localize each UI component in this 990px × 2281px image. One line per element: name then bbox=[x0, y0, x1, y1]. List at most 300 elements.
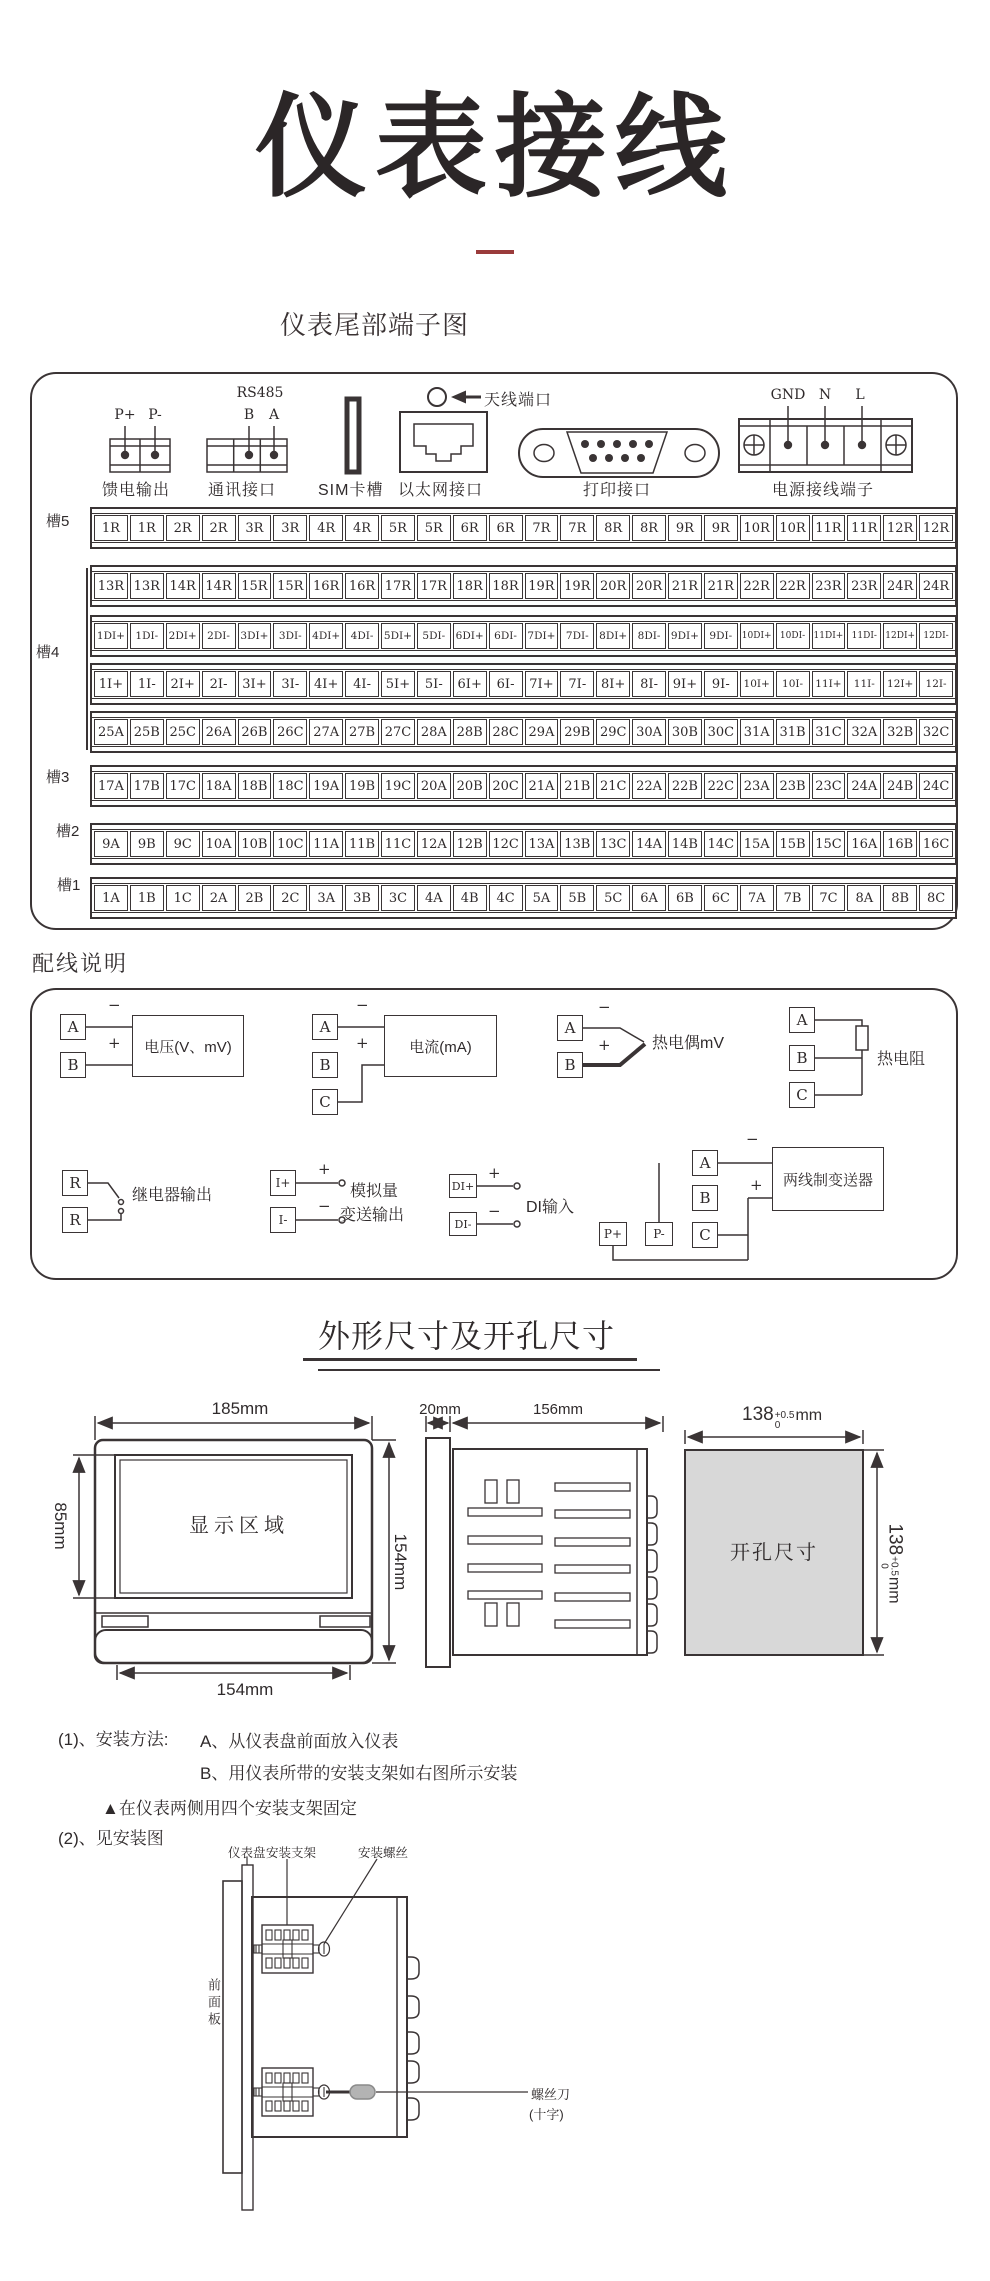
terminal-cell: 12I- bbox=[919, 671, 953, 697]
terminal-cell: 29B bbox=[560, 719, 594, 745]
terminal-cell: 9R bbox=[704, 515, 738, 541]
front-bottom-dim: 154mm bbox=[216, 1680, 274, 1699]
tc-neg-sign: − bbox=[598, 998, 611, 1016]
side-bezel-dim: 20mm bbox=[419, 1401, 461, 1418]
terminal-cell: 5R bbox=[381, 515, 415, 541]
terminal-cell: 19R bbox=[560, 573, 594, 599]
analog-pos-sign: + bbox=[318, 1160, 331, 1178]
comm-pin-b: B bbox=[243, 407, 255, 423]
terminal-cell: 8R bbox=[596, 515, 630, 541]
terminal-cell: 3I- bbox=[273, 671, 307, 697]
terminal-row bbox=[90, 507, 957, 549]
terminal-cell: 24C bbox=[919, 773, 953, 799]
terminal-section-title: 仪表尾部端子图 bbox=[280, 310, 470, 340]
terminal-cell: 20A bbox=[417, 773, 451, 799]
terminal-diagram-box bbox=[30, 372, 958, 930]
terminal-cell: 7I- bbox=[560, 671, 594, 697]
analog-terminal-iplus: I+ bbox=[270, 1170, 296, 1196]
terminal-cell: 29C bbox=[596, 719, 630, 745]
row-cells bbox=[92, 622, 955, 650]
terminal-cell: 23B bbox=[776, 773, 810, 799]
row-strip bbox=[92, 600, 955, 605]
tx-terminal-a: A bbox=[692, 1150, 718, 1176]
display-area-label: 显示区域 bbox=[189, 1515, 289, 1537]
terminal-cell: 1C bbox=[166, 885, 200, 911]
terminal-cell: 7C bbox=[812, 885, 846, 911]
terminal-cell: 10DI+ bbox=[740, 623, 774, 649]
terminal-cell: 9I+ bbox=[668, 671, 702, 697]
row-cells bbox=[92, 884, 955, 912]
terminal-cell: 19A bbox=[309, 773, 343, 799]
terminal-cell: 7A bbox=[740, 885, 774, 911]
relay-output-label: 继电器输出 bbox=[132, 1187, 213, 1204]
analog-label-1: 模拟量 bbox=[350, 1183, 399, 1200]
terminal-cell: 11I- bbox=[847, 671, 881, 697]
terminal-cell: 14R bbox=[166, 573, 200, 599]
terminal-cell: 18B bbox=[238, 773, 272, 799]
row-cells bbox=[92, 830, 955, 858]
analog-label-2: 变送输出 bbox=[340, 1207, 405, 1224]
terminal-cell: 6I- bbox=[489, 671, 523, 697]
current-input-box: 电流(mA) bbox=[384, 1015, 497, 1077]
terminal-cell: 32C bbox=[919, 719, 953, 745]
terminal-cell: 2I+ bbox=[166, 671, 200, 697]
terminal-cell: 27A bbox=[309, 719, 343, 745]
row-cells bbox=[92, 772, 955, 800]
terminal-cell: 31B bbox=[776, 719, 810, 745]
terminal-cell: 8B bbox=[883, 885, 917, 911]
terminal-cell: 15A bbox=[740, 831, 774, 857]
cutout-height-value: 138 bbox=[884, 1523, 906, 1556]
cutout-width-value: 138 bbox=[742, 1404, 774, 1425]
terminal-cell: 7I+ bbox=[525, 671, 559, 697]
rtd-terminal-a: A bbox=[789, 1007, 815, 1033]
terminal-cell: 11B bbox=[345, 831, 379, 857]
terminal-row bbox=[90, 711, 957, 753]
slot5-label: 槽5 bbox=[46, 513, 70, 530]
terminal-cell: 11DI+ bbox=[812, 623, 846, 649]
terminal-cell: 10I+ bbox=[740, 671, 774, 697]
terminal-cell: 20C bbox=[489, 773, 523, 799]
row-strip bbox=[92, 746, 955, 751]
feed-output-terminal-icon bbox=[110, 426, 170, 472]
terminal-cell: 30A bbox=[632, 719, 666, 745]
current-neg-sign: − bbox=[356, 996, 369, 1014]
rtd-label: 热电阻 bbox=[877, 1051, 926, 1068]
row-strip bbox=[92, 698, 955, 703]
ethernet-label: 以太网接口 bbox=[398, 482, 484, 499]
terminal-cell: 10R bbox=[776, 515, 810, 541]
power-pin-l: L bbox=[855, 387, 865, 403]
terminal-cell: 5C bbox=[596, 885, 630, 911]
terminal-cell: 9C bbox=[166, 831, 200, 857]
terminal-cell: 32B bbox=[883, 719, 917, 745]
terminal-row bbox=[90, 877, 957, 919]
install-see-figure: (2)、见安装图 bbox=[58, 1829, 164, 1848]
terminal-cell: 1I- bbox=[130, 671, 164, 697]
terminal-cell: 1DI- bbox=[130, 623, 164, 649]
voltage-input-box: 电压(V、mV) bbox=[132, 1015, 244, 1077]
row-cells bbox=[92, 670, 955, 698]
terminal-cell: 3R bbox=[273, 515, 307, 541]
wiring-section-title: 配线说明 bbox=[32, 951, 129, 976]
terminal-cell: 11C bbox=[381, 831, 415, 857]
front-width-dim: 185mm bbox=[211, 1399, 269, 1418]
terminal-cell: 3A bbox=[309, 885, 343, 911]
terminal-cell: 1A bbox=[94, 885, 128, 911]
tc-terminal-a: A bbox=[557, 1015, 583, 1041]
tx-pos-sign: + bbox=[750, 1176, 763, 1194]
terminal-cell: 13R bbox=[94, 573, 128, 599]
terminal-cell: 13A bbox=[525, 831, 559, 857]
terminal-cell: 17C bbox=[166, 773, 200, 799]
dimension-title-underline-1 bbox=[303, 1358, 637, 1361]
terminal-cell: 16C bbox=[919, 831, 953, 857]
terminal-cell: 12I+ bbox=[883, 671, 917, 697]
install-step-b: B、用仪表所带的安装支架如右图所示安装 bbox=[200, 1764, 518, 1783]
power-pin-n: N bbox=[818, 387, 832, 403]
terminal-cell: 30B bbox=[668, 719, 702, 745]
cutout-width-dim: 138 +0.5 0 mm bbox=[742, 1404, 823, 1431]
terminal-cell: 3R bbox=[238, 515, 272, 541]
bracket-label: 安装支架 bbox=[266, 1846, 317, 1860]
terminal-cell: 21C bbox=[596, 773, 630, 799]
terminal-cell: 9B bbox=[130, 831, 164, 857]
terminal-row bbox=[90, 823, 957, 865]
terminal-cell: 8R bbox=[632, 515, 666, 541]
terminal-cell: 28C bbox=[489, 719, 523, 745]
terminal-cell: 17B bbox=[130, 773, 164, 799]
current-terminal-a: A bbox=[312, 1014, 338, 1040]
cutout-area-label: 开孔尺寸 bbox=[730, 1542, 818, 1564]
front-height-dim: 154mm bbox=[391, 1533, 410, 1591]
terminal-cell: 6R bbox=[453, 515, 487, 541]
terminal-cell: 5I- bbox=[417, 671, 451, 697]
terminal-cell: 4DI- bbox=[345, 623, 379, 649]
page-title: 仪表接线 bbox=[255, 85, 735, 210]
terminal-cell: 10B bbox=[238, 831, 272, 857]
ethernet-jack-icon bbox=[400, 412, 487, 472]
terminal-cell: 20B bbox=[453, 773, 487, 799]
front-panel-rect bbox=[223, 1881, 242, 2173]
terminal-cell: 3B bbox=[345, 885, 379, 911]
dimension-title-underline-2 bbox=[318, 1369, 660, 1371]
terminal-cell: 15B bbox=[776, 831, 810, 857]
terminal-cell: 12R bbox=[883, 515, 917, 541]
terminal-cell: 6R bbox=[489, 515, 523, 541]
screwdriver-label: 螺丝刀 bbox=[531, 2087, 571, 2102]
terminal-cell: 23R bbox=[847, 573, 881, 599]
terminal-row bbox=[90, 615, 957, 657]
terminal-cell: 2I- bbox=[202, 671, 236, 697]
terminal-cell: 7R bbox=[560, 515, 594, 541]
terminal-cell: 26B bbox=[238, 719, 272, 745]
front-view-drawing bbox=[73, 1416, 396, 1680]
terminal-cell: 3I+ bbox=[238, 671, 272, 697]
terminal-cell: 6C bbox=[704, 885, 738, 911]
terminal-cell: 10C bbox=[273, 831, 307, 857]
terminal-cell: 16A bbox=[847, 831, 881, 857]
slot2-label: 槽2 bbox=[56, 823, 80, 840]
terminal-cell: 12C bbox=[489, 831, 523, 857]
tc-pos-sign: + bbox=[598, 1036, 611, 1054]
terminal-cell: 9I- bbox=[704, 671, 738, 697]
install-note: ▲在仪表两侧用四个安装支架固定 bbox=[102, 1799, 357, 1818]
terminal-cell: 19C bbox=[381, 773, 415, 799]
display-height-dim: 85mm bbox=[51, 1502, 70, 1550]
terminal-cell: 13R bbox=[130, 573, 164, 599]
row-cells bbox=[92, 718, 955, 746]
terminal-cell: 10R bbox=[740, 515, 774, 541]
current-terminal-b: B bbox=[312, 1052, 338, 1078]
terminal-cell: 2DI- bbox=[202, 623, 236, 649]
rtd-terminal-c: C bbox=[789, 1082, 815, 1108]
terminal-cell: 12R bbox=[919, 515, 953, 541]
voltage-terminal-a: A bbox=[60, 1014, 86, 1040]
terminal-row bbox=[90, 565, 957, 607]
dimension-section-title: 外形尺寸及开孔尺寸 bbox=[318, 1318, 616, 1354]
terminal-cell: 20R bbox=[596, 573, 630, 599]
terminal-cell: 18R bbox=[453, 573, 487, 599]
terminal-cell: 4I- bbox=[345, 671, 379, 697]
feed-output-label: 馈电输出 bbox=[102, 482, 171, 499]
transmitter-box: 两线制变送器 bbox=[772, 1147, 884, 1211]
terminal-cell: 23C bbox=[812, 773, 846, 799]
terminal-cell: 20R bbox=[632, 573, 666, 599]
relay-terminal-r1: R bbox=[62, 1170, 88, 1196]
power-pin-gnd: GND bbox=[770, 387, 806, 403]
terminal-cell: 23R bbox=[812, 573, 846, 599]
row-strip bbox=[92, 650, 955, 655]
terminal-cell: 21R bbox=[704, 573, 738, 599]
terminal-cell: 8A bbox=[847, 885, 881, 911]
di-input-label: DI输入 bbox=[526, 1199, 575, 1216]
terminal-cell: 6I+ bbox=[453, 671, 487, 697]
terminal-cell: 7DI- bbox=[560, 623, 594, 649]
terminal-cell: 28A bbox=[417, 719, 451, 745]
tx-terminal-b: B bbox=[692, 1185, 718, 1211]
terminal-cell: 8I+ bbox=[596, 671, 630, 697]
terminal-cell: 27B bbox=[345, 719, 379, 745]
row-cells bbox=[92, 514, 955, 542]
terminal-cell: 7DI+ bbox=[525, 623, 559, 649]
terminal-cell: 1B bbox=[130, 885, 164, 911]
terminal-cell: 17R bbox=[417, 573, 451, 599]
terminal-cell: 10A bbox=[202, 831, 236, 857]
terminal-cell: 3DI+ bbox=[238, 623, 272, 649]
cutout-height-tolerance: +0.5 0 bbox=[878, 1556, 900, 1576]
screw-label: 安装螺丝 bbox=[358, 1846, 409, 1860]
di-terminal-minus: DI- bbox=[449, 1212, 477, 1236]
terminal-cell: 8DI+ bbox=[596, 623, 630, 649]
printer-port-label: 打印接口 bbox=[583, 482, 652, 499]
power-terminal-label: 电源接线端子 bbox=[772, 482, 875, 499]
terminal-cell: 18A bbox=[202, 773, 236, 799]
terminal-row bbox=[90, 663, 957, 705]
terminal-cell: 5DI- bbox=[417, 623, 451, 649]
terminal-cell: 7R bbox=[525, 515, 559, 541]
terminal-cell: 18R bbox=[489, 573, 523, 599]
terminal-cell: 4B bbox=[453, 885, 487, 911]
row-strip bbox=[92, 542, 955, 547]
feed-pin-minus: P- bbox=[148, 407, 162, 423]
terminal-cell: 15R bbox=[238, 573, 272, 599]
terminal-cell: 3DI- bbox=[273, 623, 307, 649]
terminal-cell: 12A bbox=[417, 831, 451, 857]
terminal-cell: 22R bbox=[740, 573, 774, 599]
terminal-cell: 30C bbox=[704, 719, 738, 745]
feed-pin-plus: P+ bbox=[114, 407, 136, 423]
mounting-bracket-top-icon bbox=[254, 1925, 330, 1973]
terminal-cell: 2DI+ bbox=[166, 623, 200, 649]
printer-port-icon bbox=[519, 429, 719, 477]
relay-terminal-r2: R bbox=[62, 1207, 88, 1233]
tx-terminal-c: C bbox=[692, 1222, 718, 1248]
analog-neg-sign: − bbox=[318, 1197, 331, 1215]
terminal-cell: 11DI- bbox=[847, 623, 881, 649]
cutout-width-tolerance: +0.5 0 bbox=[774, 1410, 795, 1431]
terminal-cell: 31A bbox=[740, 719, 774, 745]
terminal-cell: 11R bbox=[847, 515, 881, 541]
terminal-cell: 8DI- bbox=[632, 623, 666, 649]
terminal-cell: 11R bbox=[812, 515, 846, 541]
thermocouple-wiring-lines bbox=[583, 1028, 645, 1065]
screwdriver-icon bbox=[326, 2085, 375, 2099]
leader-lines bbox=[247, 1857, 528, 2092]
voltage-neg-sign: − bbox=[108, 996, 121, 1014]
row-strip bbox=[92, 912, 955, 917]
terminal-cell: 21A bbox=[525, 773, 559, 799]
title-divider bbox=[476, 250, 514, 254]
panel-label: 仪表盘 bbox=[228, 1846, 266, 1860]
terminal-cell: 2R bbox=[202, 515, 236, 541]
terminal-cell: 9R bbox=[668, 515, 702, 541]
terminal-cell: 25C bbox=[166, 719, 200, 745]
terminal-cell: 6DI+ bbox=[453, 623, 487, 649]
terminal-cell: 13C bbox=[596, 831, 630, 857]
di-neg-sign: − bbox=[488, 1202, 501, 1220]
terminal-cell: 14C bbox=[704, 831, 738, 857]
voltage-terminal-b: B bbox=[60, 1052, 86, 1078]
install-method-label: (1)、安装方法: bbox=[58, 1730, 169, 1749]
row-strip bbox=[92, 858, 955, 863]
terminal-cell: 2C bbox=[273, 885, 307, 911]
terminal-cell: 11I+ bbox=[812, 671, 846, 697]
terminal-cell: 4R bbox=[345, 515, 379, 541]
screwdriver-type-label: (十字) bbox=[529, 2107, 564, 2122]
terminal-cell: 16R bbox=[345, 573, 379, 599]
terminal-row bbox=[90, 765, 957, 807]
terminal-cell: 10I- bbox=[776, 671, 810, 697]
terminal-cell: 6DI- bbox=[489, 623, 523, 649]
terminal-cell: 23A bbox=[740, 773, 774, 799]
terminal-cell: 8I- bbox=[632, 671, 666, 697]
terminal-cell: 29A bbox=[525, 719, 559, 745]
terminal-cell: 5DI+ bbox=[381, 623, 415, 649]
tx-terminal-pplus: P+ bbox=[599, 1222, 627, 1246]
terminal-cell: 4DI+ bbox=[309, 623, 343, 649]
terminal-cell: 22B bbox=[668, 773, 702, 799]
terminal-cell: 10DI- bbox=[776, 623, 810, 649]
terminal-cell: 8C bbox=[919, 885, 953, 911]
terminal-cell: 21R bbox=[668, 573, 702, 599]
terminal-cell: 1DI+ bbox=[94, 623, 128, 649]
terminal-cell: 27C bbox=[381, 719, 415, 745]
slot4-bracket bbox=[86, 568, 88, 750]
tc-terminal-b: B bbox=[557, 1052, 583, 1078]
terminal-cell: 19R bbox=[525, 573, 559, 599]
terminal-cell: 4I+ bbox=[309, 671, 343, 697]
terminal-cell: 2A bbox=[202, 885, 236, 911]
install-diagram-graphic bbox=[180, 1845, 620, 2245]
comm-pin-a: A bbox=[268, 407, 280, 423]
terminal-cell: 6B bbox=[668, 885, 702, 911]
terminal-cell: 16B bbox=[883, 831, 917, 857]
di-pos-sign: + bbox=[488, 1164, 501, 1182]
antenna-port-label: 天线端口 bbox=[484, 392, 553, 409]
terminal-cell: 24R bbox=[919, 573, 953, 599]
terminal-cell: 25A bbox=[94, 719, 128, 745]
terminal-cell: 12B bbox=[453, 831, 487, 857]
current-pos-sign: + bbox=[356, 1034, 369, 1052]
comm-port-label: 通讯接口 bbox=[208, 482, 277, 499]
terminal-cell: 25B bbox=[130, 719, 164, 745]
mounting-bracket-bottom-icon bbox=[254, 2068, 330, 2116]
side-depth-dim: 156mm bbox=[532, 1401, 584, 1418]
terminal-cell: 14A bbox=[632, 831, 666, 857]
terminal-cell: 14R bbox=[202, 573, 236, 599]
front-panel-label: 前面板 bbox=[206, 1978, 221, 2029]
terminal-cell: 14B bbox=[668, 831, 702, 857]
terminal-cell: 15C bbox=[812, 831, 846, 857]
terminal-cell: 32A bbox=[847, 719, 881, 745]
terminal-cell: 4R bbox=[309, 515, 343, 541]
terminal-cell: 5A bbox=[525, 885, 559, 911]
terminal-cell: 3C bbox=[381, 885, 415, 911]
terminal-cell: 19B bbox=[345, 773, 379, 799]
comm-terminal-icon bbox=[207, 426, 287, 472]
terminal-cell: 31C bbox=[812, 719, 846, 745]
sim-slot-label: SIM卡槽 bbox=[318, 482, 384, 499]
terminal-cell: 4C bbox=[489, 885, 523, 911]
terminal-cell: 22A bbox=[632, 773, 666, 799]
terminal-cell: 18C bbox=[273, 773, 307, 799]
terminal-cell: 5I+ bbox=[381, 671, 415, 697]
relay-switch-icon bbox=[88, 1183, 124, 1220]
terminal-cell: 24R bbox=[883, 573, 917, 599]
rtd-terminal-b: B bbox=[789, 1045, 815, 1071]
terminal-cell: 26A bbox=[202, 719, 236, 745]
terminal-cell: 5R bbox=[417, 515, 451, 541]
rtd-wiring-lines bbox=[815, 1020, 868, 1095]
wiring-legend-box bbox=[30, 988, 958, 1280]
antenna-port-icon bbox=[428, 388, 481, 406]
terminal-cell: 2B bbox=[238, 885, 272, 911]
terminal-cell: 24A bbox=[847, 773, 881, 799]
terminal-cell: 9A bbox=[94, 831, 128, 857]
terminal-cell: 16R bbox=[309, 573, 343, 599]
terminal-cell: 6A bbox=[632, 885, 666, 911]
di-terminal-plus: DI+ bbox=[449, 1174, 477, 1198]
terminal-cell: 7B bbox=[776, 885, 810, 911]
thermocouple-label: 热电偶mV bbox=[652, 1035, 725, 1052]
terminal-cell: 11A bbox=[309, 831, 343, 857]
terminal-cell: 17A bbox=[94, 773, 128, 799]
terminal-cell: 22C bbox=[704, 773, 738, 799]
power-terminal-icon bbox=[739, 406, 912, 472]
terminal-cell: 9DI- bbox=[704, 623, 738, 649]
terminal-cell: 12DI+ bbox=[883, 623, 917, 649]
